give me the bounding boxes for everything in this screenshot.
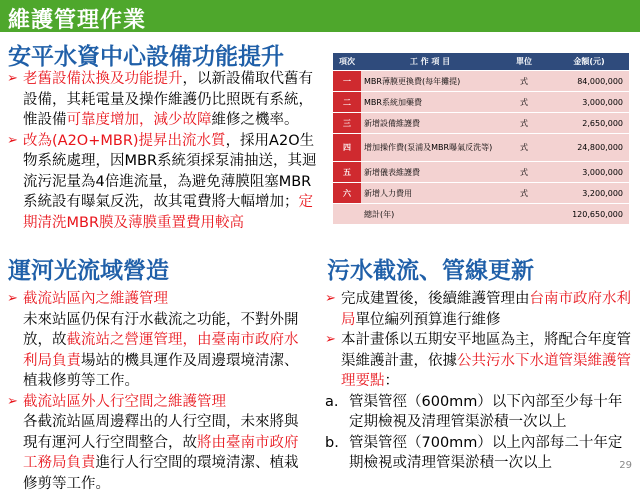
subheading-outside-station: 截流站區外人行空間之維護管理: [23, 393, 226, 410]
row-item: MBR薄膜更換費(每年攤提): [361, 71, 499, 92]
paragraph-outside-station: [7, 412, 309, 494]
table-row: [333, 162, 629, 183]
table-header-row: [333, 53, 629, 71]
arrow-bullet-icon: ➢: [325, 291, 336, 306]
total-amount: 120,650,000: [549, 204, 629, 225]
text-outside-station-a: 各截流站區周邊釋出的人行空間，未來將與現有運河人行空間整合，故: [23, 414, 299, 451]
item-b-700mm: [325, 433, 633, 474]
item-a-600mm: [325, 392, 633, 433]
table-row: [333, 134, 629, 162]
arrow-bullet-icon: ➢: [325, 332, 336, 347]
row-amount: 3,000,000: [549, 162, 629, 183]
text-600mm: 管渠管徑（600mm）以下內部至少每十年定期檢視及清理管渠淤積一次以上: [349, 393, 623, 430]
row-unit: 式: [499, 183, 549, 204]
bullet-outside-station: [7, 392, 309, 413]
header-index: 項次: [333, 53, 361, 71]
section-heading-sewage-interception: 污水截流、管線更新: [327, 258, 534, 284]
facility-upgrade-content: [7, 69, 317, 233]
row-amount: 24,800,000: [549, 134, 629, 162]
row-unit: 式: [499, 162, 549, 183]
paragraph-inside-station: [7, 310, 309, 392]
header-unit: 單位: [499, 53, 549, 71]
row-index: 一: [333, 71, 361, 92]
row-amount: 2,650,000: [549, 113, 629, 134]
bullet-a2o-mbr: [7, 131, 317, 234]
highlight-reliability: 可靠度增加，減少故障: [66, 112, 212, 128]
text-inside-station-b: 場站的機具運作及周邊環境清潔、植栽修剪等工作。: [23, 352, 299, 389]
bullet-annual-plan: [325, 330, 633, 392]
row-amount: 84,000,000: [549, 71, 629, 92]
title-bar: [0, 0, 640, 32]
arrow-bullet-icon: ➢: [7, 393, 18, 409]
total-unit-blank: [499, 204, 549, 225]
highlight-membrane-cost: 定期清洗MBR膜及薄膜重置費用較高: [23, 194, 313, 231]
page-title: 維護管理作業: [8, 8, 147, 33]
row-unit: 式: [499, 71, 549, 92]
text-budget-b: 單位編列預算進行維修: [355, 311, 501, 328]
highlight-tainan-water-bureau: 台南市政府水利局: [341, 291, 631, 328]
row-index: 五: [333, 162, 361, 183]
row-amount: 3,200,000: [549, 183, 629, 204]
text-inside-station-a: 未來站區仍保有汙水截流之功能，不對外開放，故: [23, 311, 299, 348]
row-item: 增加操作費(泵浦及MBR曝氣反洗等): [361, 134, 499, 162]
sewage-interception-content: [325, 289, 633, 474]
bullet-inside-station: [7, 289, 309, 310]
bullet-maintenance-budget: [325, 289, 633, 330]
text-repair-rate: 維修之機率。: [211, 112, 299, 128]
row-index: 四: [333, 134, 361, 162]
highlight-sewer-guidelines: 公共污水下水道管渠維護管理要點: [341, 352, 631, 389]
section-heading-facility-upgrade: 安平水資中心設備功能提升: [8, 44, 284, 70]
highlight-public-works-bureau: 將由臺南市政府工務局負責: [23, 434, 299, 471]
arrow-bullet-icon: ➢: [7, 291, 18, 306]
text-plan-a: 本計畫係以五期安平地區為主，將配合年度管渠維護計畫，依據: [341, 332, 631, 369]
highlight-a2o-mbr: 改為(A2O+MBR)提昇出流水質: [23, 132, 226, 149]
row-item: MBR系統加藥費: [361, 92, 499, 113]
arrow-bullet-icon: ➢: [7, 132, 18, 148]
row-index: 二: [333, 92, 361, 113]
highlight-water-bureau: 截流站之營運管理，由臺南市政府水利局負責: [23, 332, 299, 369]
row-item: 新增儀表維護費: [361, 162, 499, 183]
table-total-row: [333, 204, 629, 225]
row-unit: 式: [499, 113, 549, 134]
table-row: [333, 92, 629, 113]
text-a2o-mbr: ，採用A2O生物系統處理，因MBR系統須採泵浦抽送，其迴流污泥量為4倍進流量，為避免薄膜阻塞MBR系統設有曝氣反洗，故其電費將大幅增加；: [23, 132, 317, 210]
text-equipment-upgrade: ，以新設備取代舊有設備，其耗電量及操作維護仍比照既有系統，惟設備: [23, 71, 313, 128]
table-row: [333, 183, 629, 204]
row-unit: 式: [499, 92, 549, 113]
list-marker-a: a.: [325, 393, 339, 410]
table-row: [333, 113, 629, 134]
row-amount: 3,000,000: [549, 92, 629, 113]
row-unit: 式: [499, 134, 549, 162]
page-number: 29: [619, 460, 632, 471]
total-index-blank: [333, 204, 361, 225]
text-budget-a: 完成建置後，後續維護管理由: [341, 291, 530, 307]
row-index: 六: [333, 183, 361, 204]
text-plan-b: ：: [384, 373, 399, 389]
row-item: 新增人力費用: [361, 183, 499, 204]
total-label: 總計(年): [361, 204, 499, 225]
section-heading-canal-landscape: 運河光流域營造: [8, 258, 169, 284]
bullet-equipment-replacement: [7, 69, 317, 131]
header-amount: 金額(元): [549, 53, 629, 71]
text-700mm: 管渠管徑（700mm）以上內部每二十年定期檢視或清理管渠淤積一次以上: [349, 434, 623, 471]
canal-landscape-content: [7, 289, 309, 494]
text-outside-station-b: 進行人行空間的環境清潔、植栽修剪等工作。: [23, 455, 299, 492]
arrow-bullet-icon: ➢: [7, 71, 18, 86]
highlight-equipment-upgrade: 老舊設備汰換及功能提升: [23, 71, 183, 87]
cost-table: [333, 53, 629, 225]
header-item: 工 作 項 目: [361, 53, 499, 71]
subheading-inside-station: 截流站區內之維護管理: [23, 291, 168, 307]
list-marker-b: b.: [325, 434, 339, 451]
table-row: [333, 71, 629, 92]
row-item: 新增設備維護費: [361, 113, 499, 134]
row-index: 三: [333, 113, 361, 134]
